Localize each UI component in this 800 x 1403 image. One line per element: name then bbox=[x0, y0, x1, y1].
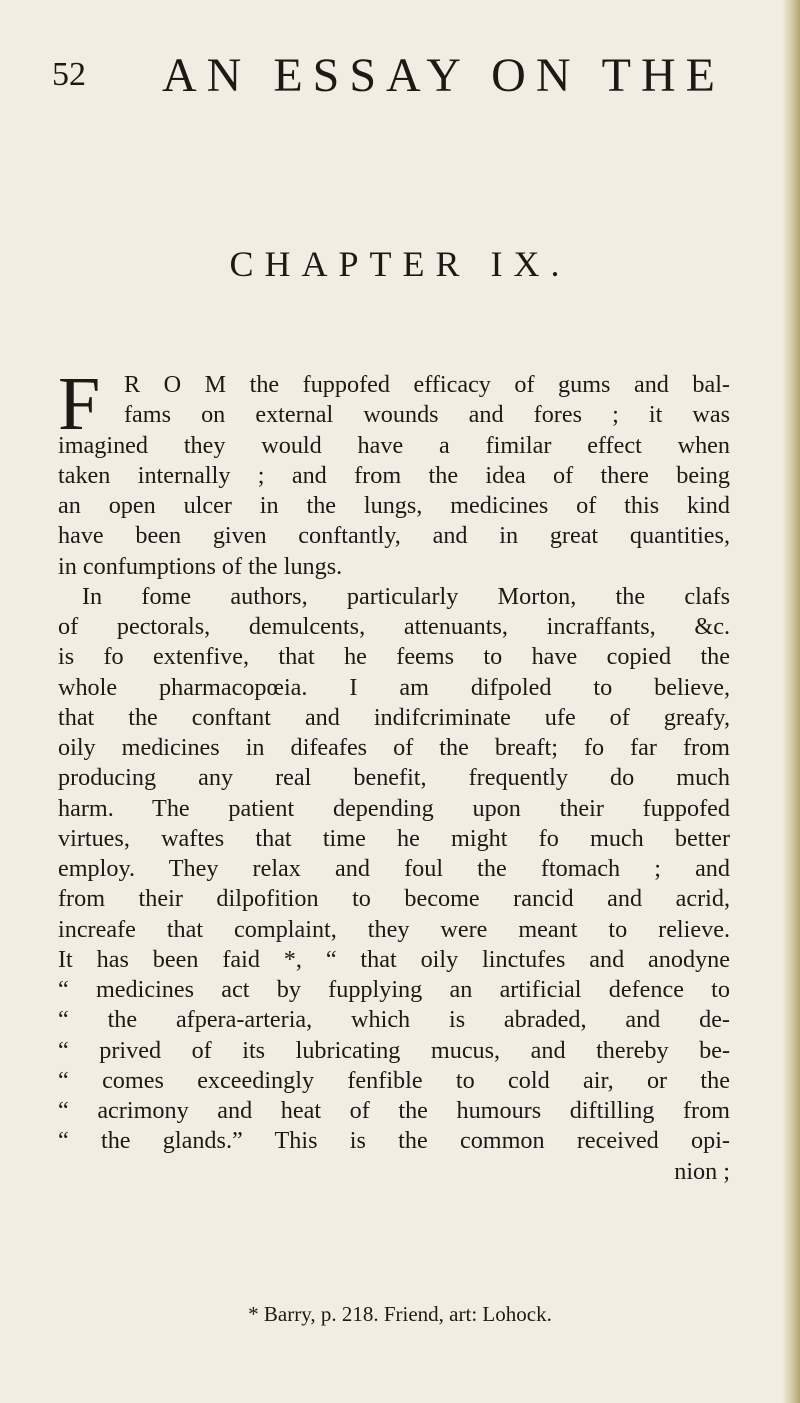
text-line: “ medicines act by fupplying an artificial defence to bbox=[58, 976, 730, 1003]
page-number: 52 bbox=[52, 56, 86, 93]
text-line: from their dilpofition to become rancid and acrid, bbox=[58, 885, 730, 913]
running-head: AN ESSAY ON THE bbox=[162, 49, 725, 102]
text-line: It has been faid *, “ that oily linctufes and anodyne bbox=[58, 945, 730, 973]
page-header bbox=[52, 48, 732, 108]
text-line: fams on external wounds and fores ; it was bbox=[124, 401, 730, 429]
text-line: producing any real benefit, frequently do much bbox=[58, 764, 730, 792]
page-edge-shadow bbox=[782, 0, 800, 1403]
text-line: “ prived of its lubricating mucus, and thereby be- bbox=[58, 1036, 730, 1064]
text-line: nion ; bbox=[674, 1157, 730, 1185]
text-line: “ the afpera-arteria, which is abraded, and de- bbox=[58, 1006, 730, 1034]
text-line: oily medicines in difeafes of the breaft; fo far from bbox=[58, 734, 730, 761]
text-line: “ acrimony and heat of the humours diftilling from bbox=[58, 1097, 730, 1124]
text-line: is fo extenfive, that he feems to have copied the bbox=[58, 643, 730, 671]
text-line: taken internally ; and from the idea of there being bbox=[58, 461, 730, 489]
text-line: In fome authors, particularly Morton, the clafs bbox=[82, 582, 730, 610]
footnote: * Barry, p. 218. Friend, art: Lohock. bbox=[248, 1302, 552, 1326]
text-line: in confumptions of the lungs. bbox=[58, 552, 343, 580]
text-line: harm. The patient depending upon their fuppofed bbox=[58, 794, 730, 822]
text-line: virtues, waftes that time he might fo much better bbox=[58, 824, 730, 852]
text-line: have been given conftantly, and in great quantities, bbox=[58, 522, 730, 550]
text-line: imagined they would have a fimilar effect when bbox=[58, 431, 730, 459]
text-line: R O M the fuppofed efficacy of gums and bal- bbox=[124, 371, 730, 398]
chapter-title: CHAPTER IX. bbox=[229, 244, 571, 284]
text-line: employ. They relax and foul the ftomach ; and bbox=[58, 855, 730, 882]
text-line: “ the glands.” This is the common received opi- bbox=[58, 1127, 730, 1155]
text-line: an open ulcer in the lungs, medicines of this kind bbox=[58, 492, 730, 519]
body-text bbox=[58, 362, 730, 1187]
text-line: increafe that complaint, they were meant to relieve. bbox=[58, 915, 730, 943]
text-line: of pectorals, demulcents, attenuants, incraffants, &c. bbox=[58, 613, 730, 640]
drop-cap: F bbox=[58, 362, 101, 446]
text-line: whole pharmacopœia. I am difpoled to believe, bbox=[58, 673, 730, 701]
text-line: that the conftant and indifcriminate ufe of greafy, bbox=[58, 703, 730, 731]
text-line: “ comes exceedingly fenfible to cold air, or the bbox=[58, 1066, 730, 1094]
